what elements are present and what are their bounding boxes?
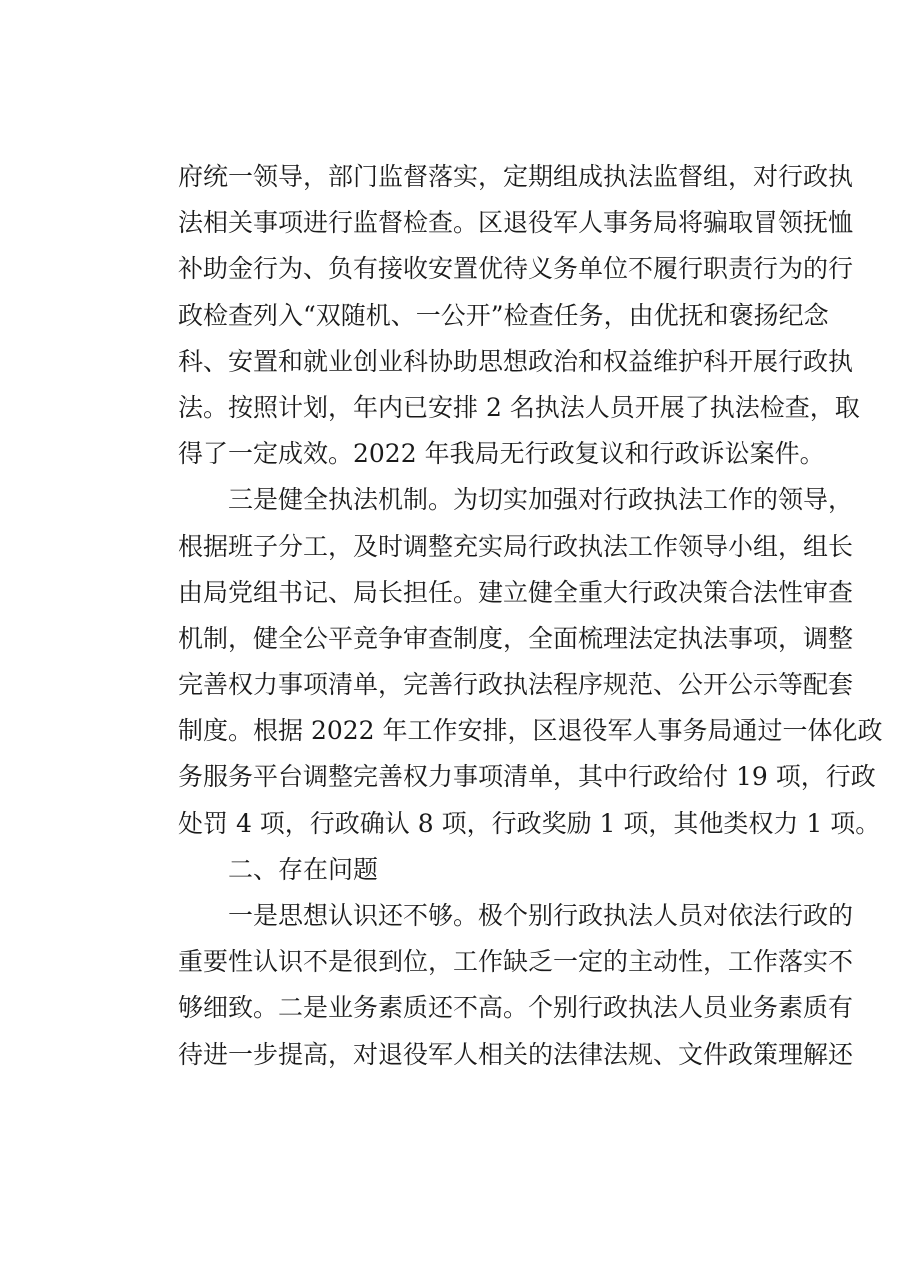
- document-body: [178, 154, 883, 1078]
- text-line: 得了一定成效。2022 年我局无行政复议和行政诉讼案件。: [178, 439, 825, 469]
- text-line: 完善权力事项清单，完善行政执法程序规范、公开公示等配套: [178, 670, 854, 700]
- text-line: 政检查列入“双随机、一公开”检查任务，由优抚和褒扬纪念: [178, 300, 829, 330]
- text-line: 重要性认识不是很到位，工作缺乏一定的主动性，工作落实不: [178, 947, 854, 977]
- text-line: 府统一领导，部门监督落实，定期组成执法监督组，对行政执: [178, 162, 854, 191]
- text-line: 法。按照计划，年内已安排 2 名执法人员开展了执法检查，取: [178, 392, 860, 422]
- text-line: 根据班子分工，及时调整充实局行政执法工作领导小组，组长: [178, 531, 854, 561]
- text-line: 制度。根据 2022 年工作安排，区退役军人事务局通过一体化政: [178, 716, 883, 746]
- text-line: 处罚 4 项，行政确认 8 项，行政奖励 1 项，其他类权力 1 项。: [178, 808, 881, 838]
- text-line: 补助金行为、负有接收安置优待义务单位不履行职责行为的行: [178, 254, 854, 284]
- text-line: 法相关事项进行监督检查。区退役军人事务局将骗取冒领抚恤: [178, 208, 854, 238]
- text-line: 由局党组书记、局长担任。建立健全重大行政决策合法性审查: [178, 577, 854, 607]
- text-line: 机制，健全公平竞争审查制度，全面梳理法定执法事项，调整: [178, 623, 854, 653]
- text-line: 务服务平台调整完善权力事项清单，其中行政给付 19 项，行政: [178, 762, 876, 792]
- text-line: 待进一步提高，对退役军人相关的法律法规、文件政策理解还: [178, 1039, 854, 1069]
- text-line: 够细致。二是业务素质还不高。个别行政执法人员业务素质有: [178, 993, 854, 1023]
- text-line: 三是健全执法机制。为切实加强对行政执法工作的领导，: [228, 485, 854, 515]
- text-line: 一是思想认识还不够。极个别行政执法人员对依法行政的: [228, 901, 854, 930]
- text-line: 二、存在问题: [228, 854, 379, 884]
- text-line: 科、安置和就业创业科协助思想政治和权益维护科开展行政执: [178, 346, 854, 376]
